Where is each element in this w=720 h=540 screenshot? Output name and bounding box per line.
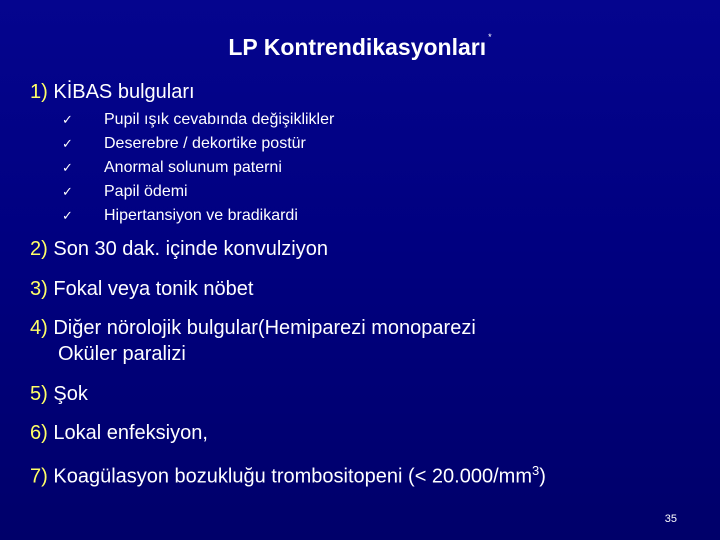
- list-item-5: [30, 382, 88, 406]
- list-item-2: [30, 237, 328, 261]
- sub-item-text: Anormal solunum paterni: [104, 159, 282, 176]
- item-text: Koagülasyon bozukluğu trombositopeni (< 20.000/mm: [53, 465, 532, 488]
- superscript: 3: [531, 463, 540, 478]
- item-text: Lokal enfeksiyon,: [53, 422, 208, 444]
- list-item-4: [30, 316, 476, 366]
- item-text-end: ): [539, 465, 546, 488]
- sub-item: [62, 204, 334, 228]
- item-number: 7): [30, 465, 48, 488]
- sub-item-text: Papil ödemi: [104, 183, 188, 200]
- item-text: Şok: [53, 383, 88, 405]
- sub-item-text: Pupil ışık cevabında değişiklikler: [104, 111, 335, 128]
- item-number: 2): [30, 238, 48, 260]
- item-text: Diğer nörolojik bulgular(Hemiparezi monoparezi: [53, 317, 476, 339]
- sub-item: [62, 108, 334, 132]
- list-item-3: [30, 277, 253, 301]
- sub-list: [62, 108, 334, 228]
- item-number: 3): [30, 278, 48, 300]
- slide-title: [0, 34, 720, 61]
- page-number: 35: [664, 513, 677, 525]
- item-number: 1): [30, 81, 48, 103]
- check-icon: ✓: [62, 136, 73, 152]
- list-item-6: [30, 421, 208, 445]
- sub-item-text: Deserebre / dekortike postür: [104, 135, 306, 152]
- title-footnote-mark: *: [488, 32, 492, 43]
- sub-item: [62, 180, 334, 204]
- item-text-continuation: Oküler paralizi: [58, 343, 186, 365]
- item-number: 5): [30, 383, 48, 405]
- sub-item: [62, 156, 334, 180]
- sub-item: [62, 132, 334, 156]
- item-text: Fokal veya tonik nöbet: [53, 278, 254, 300]
- title-text: LP Kontrendikasyonları: [228, 34, 487, 60]
- item-number: 4): [30, 317, 48, 339]
- sub-item-text: Hipertansiyon ve bradikardi: [104, 207, 298, 224]
- check-icon: ✓: [62, 112, 73, 128]
- item-text: Son 30 dak. içinde konvulziyon: [53, 238, 328, 260]
- check-icon: ✓: [62, 184, 73, 200]
- list-item-1: [30, 80, 195, 104]
- item-number: 6): [30, 422, 48, 444]
- item-text: KİBAS bulguları: [53, 81, 195, 103]
- list-item-7: [30, 459, 546, 489]
- check-icon: ✓: [62, 160, 73, 176]
- check-icon: ✓: [62, 208, 73, 224]
